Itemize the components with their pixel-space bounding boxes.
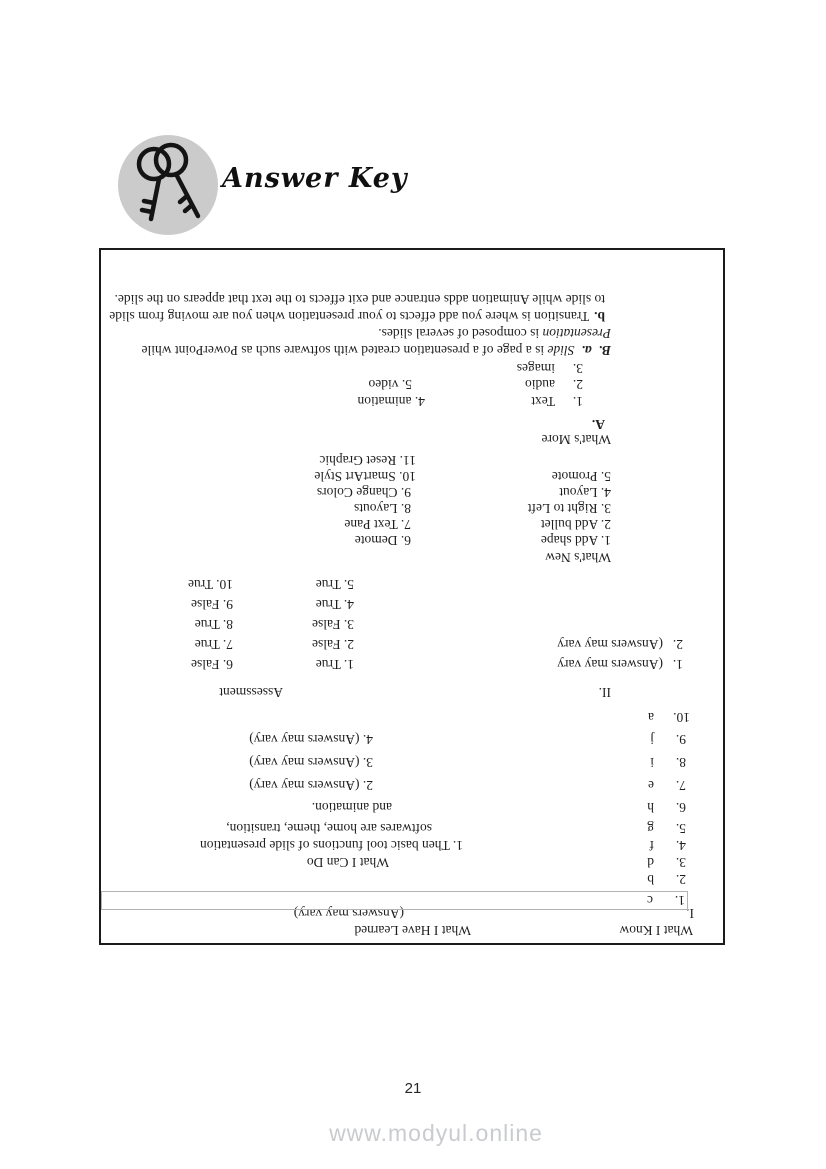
headings-row bbox=[101, 921, 723, 938]
whats-new-row bbox=[101, 515, 723, 532]
watermark: www.modyul.online bbox=[329, 1120, 543, 1146]
answer-letter: a bbox=[648, 710, 654, 725]
wn-item: 1. Add shape bbox=[540, 533, 611, 548]
whats-new-row bbox=[101, 499, 723, 516]
keys-icon bbox=[118, 135, 218, 235]
answer-letter: h bbox=[647, 800, 654, 815]
assessment-row bbox=[101, 575, 723, 592]
paragraph-text: is composed of several slides. bbox=[378, 326, 543, 342]
tf-answer: 4. True bbox=[315, 597, 354, 612]
tf-answer: 10. True bbox=[187, 577, 233, 592]
answer-letter: c bbox=[647, 893, 653, 908]
answer-num: 2. bbox=[675, 872, 686, 887]
whats-more-row bbox=[101, 392, 723, 409]
answer-row bbox=[101, 870, 723, 887]
wm-item: images bbox=[516, 361, 555, 376]
what-i-can-do-heading: What I Can Do bbox=[306, 855, 389, 870]
answer-row bbox=[101, 798, 723, 815]
tf-answer: 6. False bbox=[191, 657, 233, 672]
wn-item: 6. Demote bbox=[354, 533, 411, 548]
assessment-heading: Assessment bbox=[219, 685, 283, 700]
label-b-a: a. bbox=[581, 343, 592, 358]
roman-numeral-ii: II. bbox=[598, 685, 611, 700]
assessment-row bbox=[101, 655, 723, 672]
whats-new-row bbox=[101, 467, 723, 484]
wicd-line: 4. (Answers may vary) bbox=[249, 732, 373, 747]
label-a-row bbox=[101, 415, 723, 432]
wicd-line: 3. (Answers may vary) bbox=[249, 755, 373, 770]
answer-num: 3. bbox=[675, 855, 686, 870]
assessment-row bbox=[101, 595, 723, 612]
answer-key-box bbox=[99, 248, 725, 945]
answer-row bbox=[101, 753, 723, 770]
answer-letter: j bbox=[650, 732, 654, 747]
tf-answer: 1. True bbox=[315, 657, 354, 672]
section-b-paragraph bbox=[105, 325, 611, 358]
assessment-row bbox=[101, 635, 723, 652]
answer-letter: e bbox=[648, 778, 654, 793]
wicd-line: softwares are home, theme, transition, bbox=[226, 821, 432, 836]
wm-item: 5. video bbox=[368, 377, 412, 392]
item-num: 2. bbox=[672, 637, 683, 652]
wn-item: 9. Change Colors bbox=[316, 485, 411, 500]
item-text: (Answers may vary bbox=[557, 637, 663, 652]
wicd-line: 2. (Answers may vary) bbox=[249, 778, 373, 793]
answer-num: 5. bbox=[675, 821, 686, 836]
paragraph-text: Transition is where you add effects to your presentation when you are moving from slide to slide while Animation adds entrance and exit effects to the text that appears on the slide. bbox=[109, 292, 605, 324]
tf-answer: 9. False bbox=[191, 597, 233, 612]
whats-more-row bbox=[101, 375, 723, 392]
section-b-item-b-paragraph bbox=[105, 291, 605, 324]
wm-item: 4. animation bbox=[357, 394, 425, 409]
whats-more-heading: What's More bbox=[541, 432, 611, 447]
answer-row bbox=[101, 708, 723, 725]
rotated-content bbox=[101, 250, 723, 943]
answer-row bbox=[101, 819, 723, 836]
what-i-know-heading: What I Know bbox=[619, 923, 693, 938]
wn-item: 5. Promote bbox=[551, 469, 611, 484]
answer-num: 6. bbox=[675, 800, 686, 815]
wm-item: Text bbox=[531, 394, 555, 409]
answer-letter: b bbox=[647, 872, 654, 887]
answer-row bbox=[101, 776, 723, 793]
answer-num: 8. bbox=[675, 755, 686, 770]
whats-new-row bbox=[101, 483, 723, 500]
paragraph-text: is a page of a presentation created with software such as PowerPoint while bbox=[141, 343, 548, 358]
wn-item: 7. Text Pane bbox=[344, 517, 411, 532]
answer-num: 9. bbox=[675, 732, 686, 747]
wm-num: 2. bbox=[572, 377, 583, 392]
whats-more-heading-row bbox=[101, 430, 723, 447]
wm-num: 1. bbox=[572, 394, 583, 409]
item-num: 1. bbox=[672, 657, 683, 672]
whats-more-row bbox=[101, 359, 723, 376]
answer-1-highlight-rect bbox=[101, 891, 688, 910]
answer-num: 7. bbox=[675, 778, 686, 793]
wicd-line: and animation. bbox=[311, 800, 392, 815]
answer-letter: d bbox=[647, 855, 654, 870]
label-b-b: b. bbox=[594, 309, 605, 324]
wn-item: 2. Add bullet bbox=[540, 517, 611, 532]
whats-new-heading-row bbox=[101, 548, 723, 565]
answer-num: 10. bbox=[673, 710, 690, 725]
italic-term: Presentation bbox=[542, 326, 611, 342]
page-title: Answer Key bbox=[222, 163, 408, 194]
label-b: B. bbox=[598, 343, 611, 358]
wn-item: 8. Layouts bbox=[354, 501, 411, 516]
wm-item: audio bbox=[525, 377, 555, 392]
answer-row bbox=[101, 853, 723, 870]
label-a: A. bbox=[591, 417, 605, 432]
tf-answer: 3. False bbox=[312, 617, 354, 632]
wicd-line: 1. Then basic tool functions of slide presentation bbox=[200, 838, 463, 853]
assessment-heading-row bbox=[101, 683, 723, 700]
what-i-have-learned-heading: What I Have Learned bbox=[354, 923, 471, 938]
wn-item: 10. SmartArt Style bbox=[314, 469, 416, 484]
wm-num: 3. bbox=[572, 361, 583, 376]
answer-letter: g bbox=[647, 821, 654, 836]
wn-item: 4. Layout bbox=[559, 485, 611, 500]
answer-letter: f bbox=[649, 838, 654, 853]
italic-term: Slide bbox=[547, 343, 575, 358]
wn-item: 11. Reset Graphic bbox=[319, 453, 416, 468]
answers-may-vary-note: (Answers may vary) bbox=[293, 906, 404, 921]
whats-new-row bbox=[101, 451, 723, 468]
answer-num: 1. bbox=[674, 893, 685, 908]
tf-answer: 7. True bbox=[194, 637, 233, 652]
answer-letter: i bbox=[650, 755, 654, 770]
wn-item: 3. Right to Left bbox=[527, 501, 611, 516]
whats-new-heading: What's New bbox=[545, 550, 611, 565]
roman-numeral-i: I. bbox=[686, 906, 694, 921]
answer-row bbox=[101, 730, 723, 747]
page-number: 21 bbox=[404, 1080, 422, 1097]
tf-answer: 8. True bbox=[194, 617, 233, 632]
assessment-row bbox=[101, 615, 723, 632]
item-text: (Answers may vary bbox=[557, 657, 663, 672]
tf-answer: 5. True bbox=[315, 577, 354, 592]
answer-row bbox=[101, 836, 723, 853]
whats-new-row bbox=[101, 531, 723, 548]
tf-answer: 2. False bbox=[312, 637, 354, 652]
answer-num: 4. bbox=[675, 838, 686, 853]
